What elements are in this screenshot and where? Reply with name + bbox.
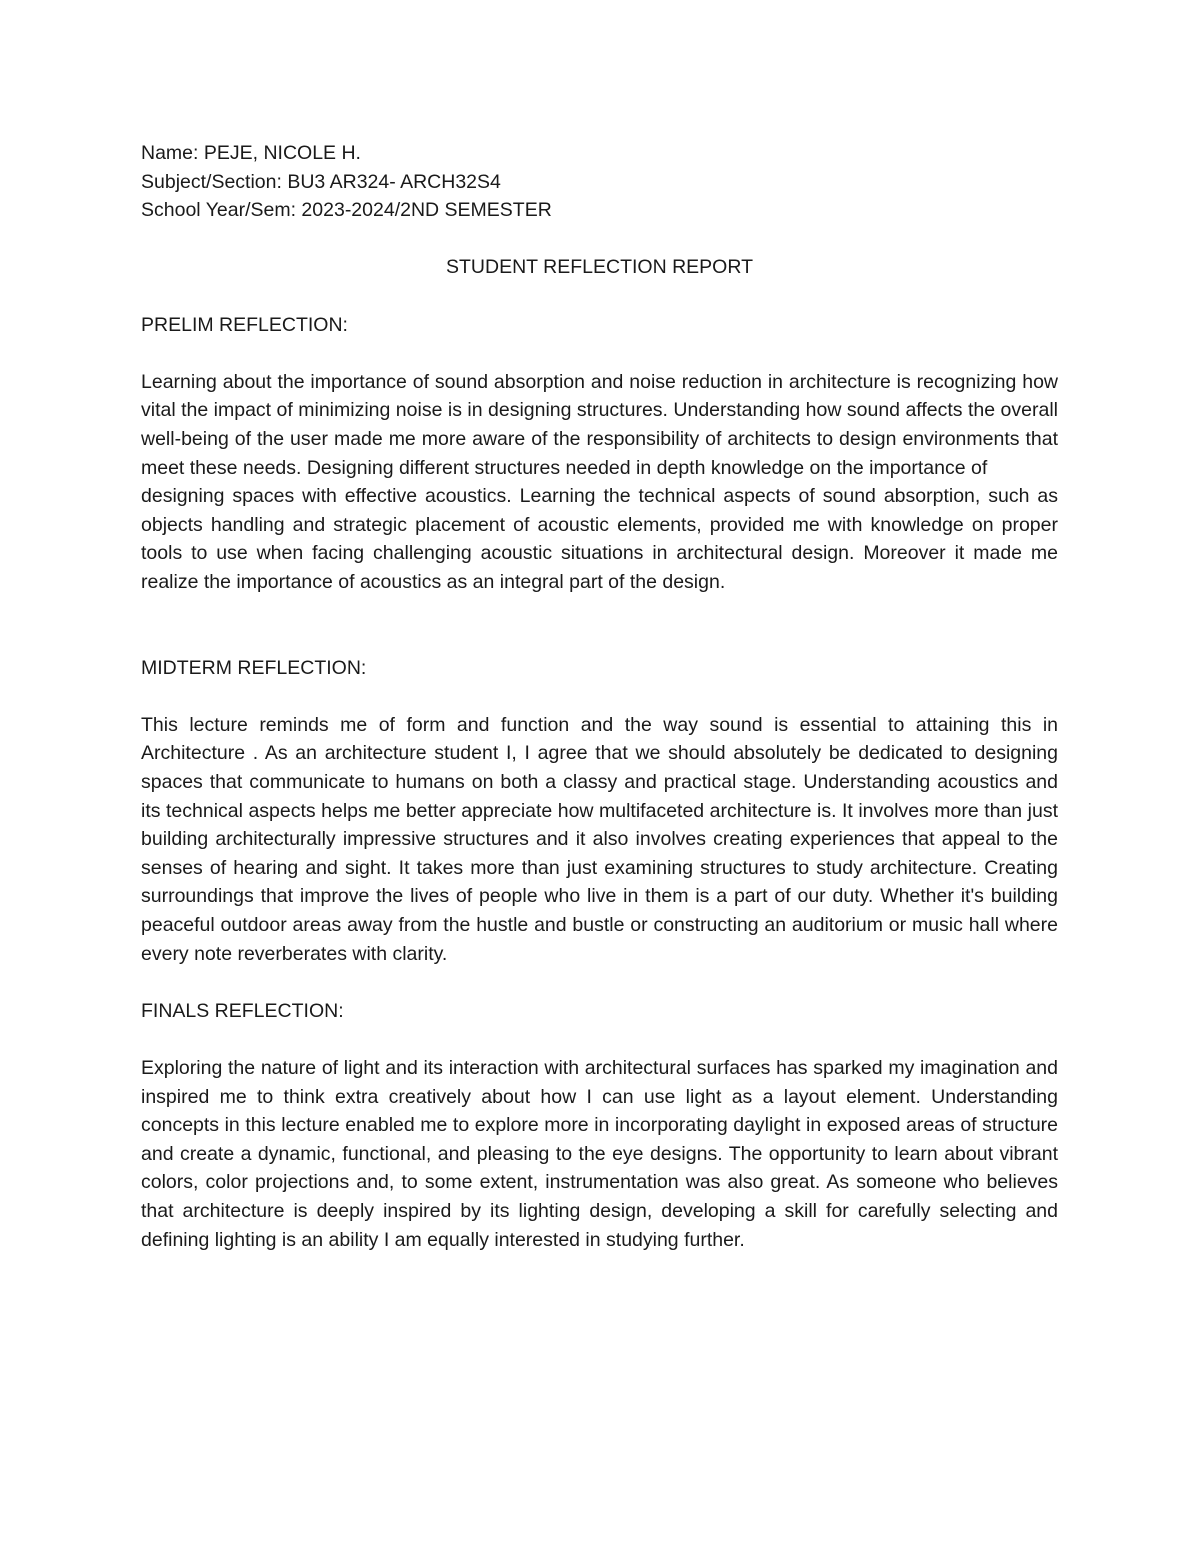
report-title: STUDENT REFLECTION REPORT bbox=[446, 256, 753, 279]
prelim-heading: PRELIM REFLECTION: bbox=[141, 313, 348, 336]
school-year: School Year/Sem: 2023-2024/2ND SEMESTER bbox=[141, 199, 552, 222]
document-body bbox=[141, 139, 1058, 1254]
prelim-paragraph-1: Learning about the importance of sound absorption and noise reduction in architecture is recognizing how vital the impact of minimizing noise is in designing structures. Understanding how sound affects the overall well-being of the user made me more aware of the responsibility of architects to design environments that meet these needs. Designing different structures needed in depth knowledge on the importance of bbox=[141, 370, 1058, 479]
finals-heading: FINALS REFLECTION: bbox=[141, 999, 344, 1022]
finals-paragraph: Exploring the nature of light and its interaction with architectural surfaces has sparked my imagination and inspired me to think extra creatively about how I can use light as a layout element. Understanding concepts in this lecture enabled me to explore more in incorporating daylight in exposed areas of structure and create a dynamic, functional, and pleasing to the eye designs. The opportunity to learn about vibrant colors, color projections and, to some extent, instrumentation was also great. As someone who believes that architecture is deeply inspired by its lighting design, developing a skill for carefully selecting and defining lighting is an ability I am equally interested in studying further. bbox=[141, 1057, 1058, 1251]
subject-section: Subject/Section: BU3 AR324- ARCH32S4 bbox=[141, 170, 501, 193]
prelim-paragraph-2: designing spaces with effective acoustics. Learning the technical aspects of sound absorption, such as objects handling and strategic placement of acoustic elements, provided me with knowledge on proper tools to use when facing challenging acoustic situations in architectural design. Moreover it made me realize the importance of acoustics as an integral part of the design. bbox=[141, 485, 1058, 593]
midterm-heading: MIDTERM REFLECTION: bbox=[141, 656, 367, 679]
student-name: Name: PEJE, NICOLE H. bbox=[141, 142, 361, 164]
midterm-paragraph: This lecture reminds me of form and function and the way sound is essential to attaining this in Architecture . As an architecture student I, I agree that we should absolutely be dedicated to designing spaces that communicate to humans on both a classy and practical stage. Understanding acoustics and its technical aspects helps me better appreciate how multifaceted architecture is. It involves more than just building architecturally impressive structures and it also involves creating experiences that appeal to the senses of hearing and sight. It takes more than just examining structures to study architecture. Creating surroundings that improve the lives of people who live in them is a part of our duty. Whether it's building peaceful outdoor areas away from the hustle and bustle or constructing an auditorium or music hall where every note reverberates with clarity. bbox=[141, 713, 1058, 965]
